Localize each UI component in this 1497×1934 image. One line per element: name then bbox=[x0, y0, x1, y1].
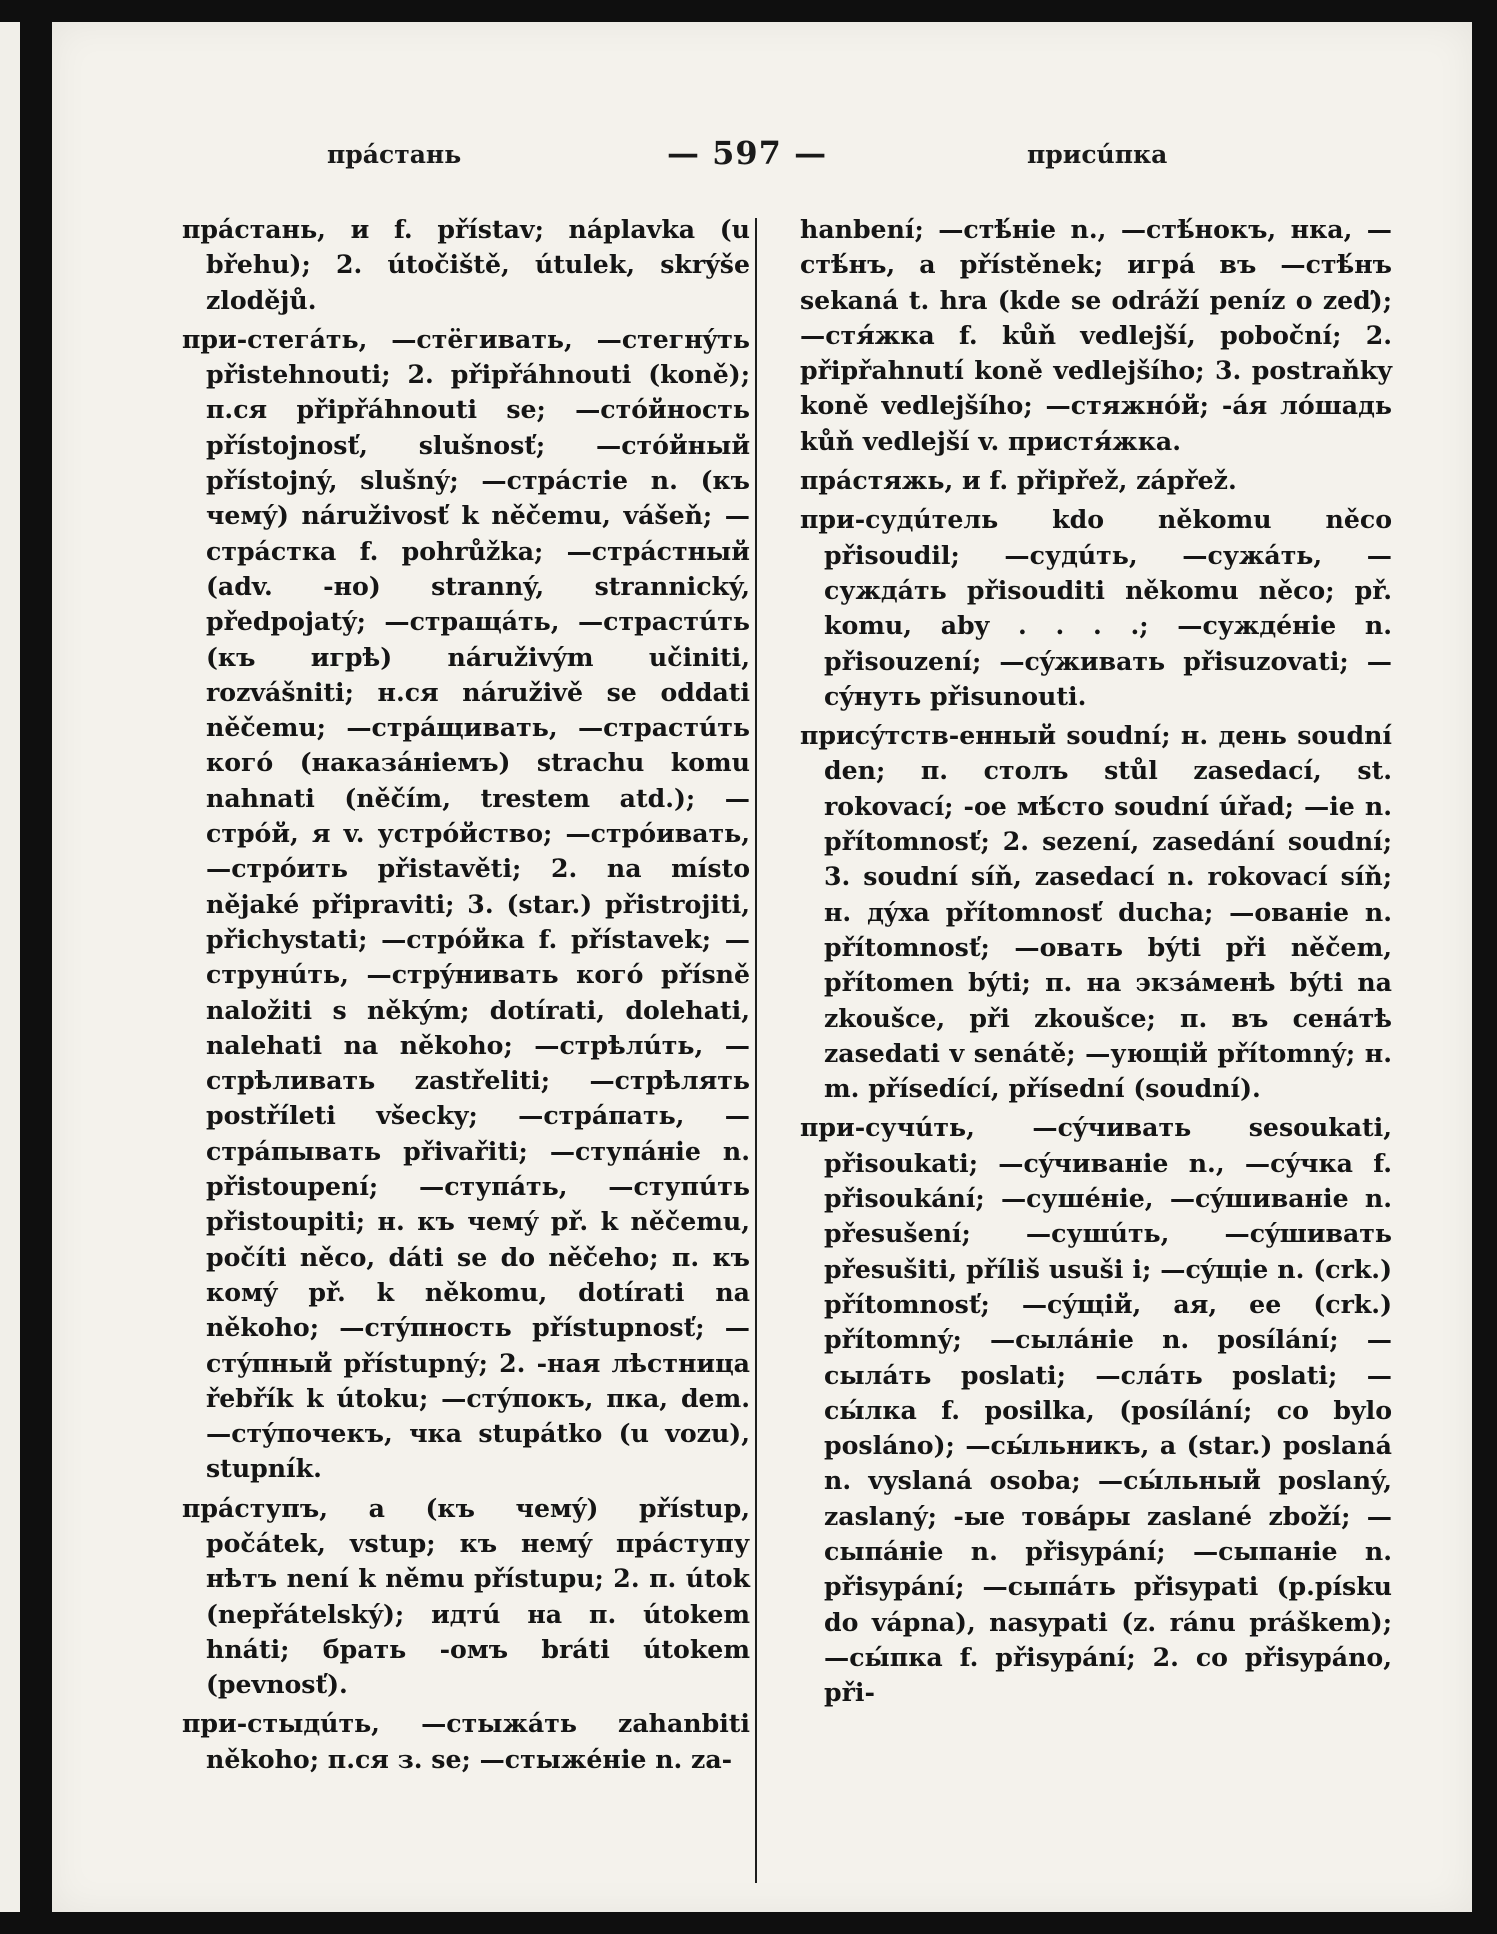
entry-pristan: прáстань, и f. přístav; náplavka (u břehu); 2. útočiště, útulek, skrýše zlodějů. bbox=[182, 214, 750, 315]
entry-pristup: прáступъ, а (къ чемý) přístup, počátek, vstup; къ немý прáступу нѣтъ není k němu přístupu; 2. п. útok (nepřátelský); идтú на п. útokem hnáti; брать -омъ bráti útokem (pevnosť). bbox=[182, 1492, 750, 1700]
header-left-headword: прáстань bbox=[327, 140, 462, 169]
previous-page-edge bbox=[0, 22, 20, 1912]
entry-continuation: hanbení; —стѣ́ніе n., —стѣ́нокъ, нка, —стѣ́нъ, а přístěnek; игрá въ —стѣ́нъ sekaná t. hra (kde se odráží peníz o zeď); —стя́жка f. kůň vedlejší, poboční; 2. připřahnutí koně vedlejšího; 3. postraňky koně vedlejšího; —стяжнóй; -áя лóшадь kůň vedlejší v. пристя́жка. bbox=[800, 214, 1392, 456]
entry-prisutstvenny: присýтств-енный soudní; н. день soudní den; п. столъ stůl zasedací, st. rokovací; -ое мѣ́сто soudní úřad; —іе n. přítomnosť; 2. sezení, zasedání soudní; 3. soudní síň, zasedací n. rokovací síň; н. дýха přítomnosť ducha; —ованіе n. přítomnosť; —овать býti při něčem, přítomen býti; п. на экзáменѣ býti na zkoušce, při zkoušce; п. въ сенáтѣ zasedati v senátě; —ующій přítomný; н. m. přísedící, přísední (soudní). bbox=[800, 720, 1392, 1104]
entry-pri-suchit: при-сучúть, —сýчивать sesoukati, přisoukati; —сýчиваніе n., —сýчка f. přisoukání; —сушéніе, —сýшиваніе n. přesušení; —сушúть, —сýшивать přesušiti, příliš usuši i; —сýщіе n. (crk.) přítomnosť; —сýщій, ая, ее (crk.) přítomný; —сылáніе n. posílání; —сылáть poslati; —слáть poslati; —сы́лка f. posilka, (posílání; co bylo posláno); —сы́льникъ, а (star.) poslaná n. vyslaná osoba; —сы́льный poslaný, zaslaný; -ые товáры zaslané zboží; —сыпáніе n. přisypání; —сыпаніе n. přisypání; —сыпáть přisypati (p.písku do vápna), nasypati (z. ránu práškem); —сы́пка f. přisypání; 2. co přisypáno, při- bbox=[800, 1112, 1392, 1708]
header-right-headword: присúпка bbox=[1027, 140, 1168, 169]
dictionary-page bbox=[52, 22, 1472, 1912]
entry-pri-stegat: при-стегáть, —стёгивать, —стегнýть přistehnouti; 2. připřáhnouti (koně); п.ся připřáhnouti se; —стóйность přístojnosť, slušnosť; —стóйный přístojný, slušný; —стрáстіе n. (къ чемý) náruživosť k něčemu, vášeň; —стрáстка f. pohrůžka; —стрáстный (adv. -но) stranný, strannický, předpojatý; —стращáть, —страстúть (къ игрѣ) náruživým učiniti, rozvášniti; н.ся náruživě se oddati něčemu; —стрáщивать, —страстúть когó (наказáніемъ) strachu komu nahnati (něčím, trestem atd.); —стрóй, я v. устрóйство; —стрóивать, —стрóить přistavěti; 2. na místo nějaké připraviti; 3. (star.) přistrojiti, přichystati; —стрóйка f. přístavek; —струнúть, —стрýнивать когó přísně naložiti s někým; dotírati, dolehati, nalehati na někoho; —стрѣлúть, —стрѣливать zastřeliti; —стрѣлять postříleti všecky; —стрáпать, —стрáпывать přivařiti; —ступáніе n. přistoupení; —ступáть, —ступúть přistoupiti; н. къ чемý př. k něčemu, počíti něco, dáti se do něčeho; п. къ комý př. k někomu, dotírati na někoho; —стýпность přístupnosť; —стýпный přístupný; 2. -ная лѣстница řebřík k útoku; —стýпокъ, пка, dem. —стýпочекъ, чка stupátko (u vozu), stupník. bbox=[182, 323, 750, 1484]
entry-pri-suditel: при-судúтель kdo někomu něco přisoudil; —судúть, —сужáть, —суждáть přisouditi někomu něco; př. komu, aby . . . .; —суждéніе n. přisouzení; —сýживать přisuzovati; —сýнуть přisunouti. bbox=[800, 504, 1392, 711]
entry-pristyazh: прáстяжь, и f. připřež, zápřež. bbox=[800, 465, 1237, 496]
column-divider bbox=[755, 218, 757, 1883]
entry-pri-stydit: при-стыдúть, —стыжáть zahanbiti někoho; п.ся з. se; —стыжéніе n. za- bbox=[182, 1708, 750, 1774]
page-number: — 597 — bbox=[667, 134, 828, 172]
page-header bbox=[52, 134, 1472, 174]
